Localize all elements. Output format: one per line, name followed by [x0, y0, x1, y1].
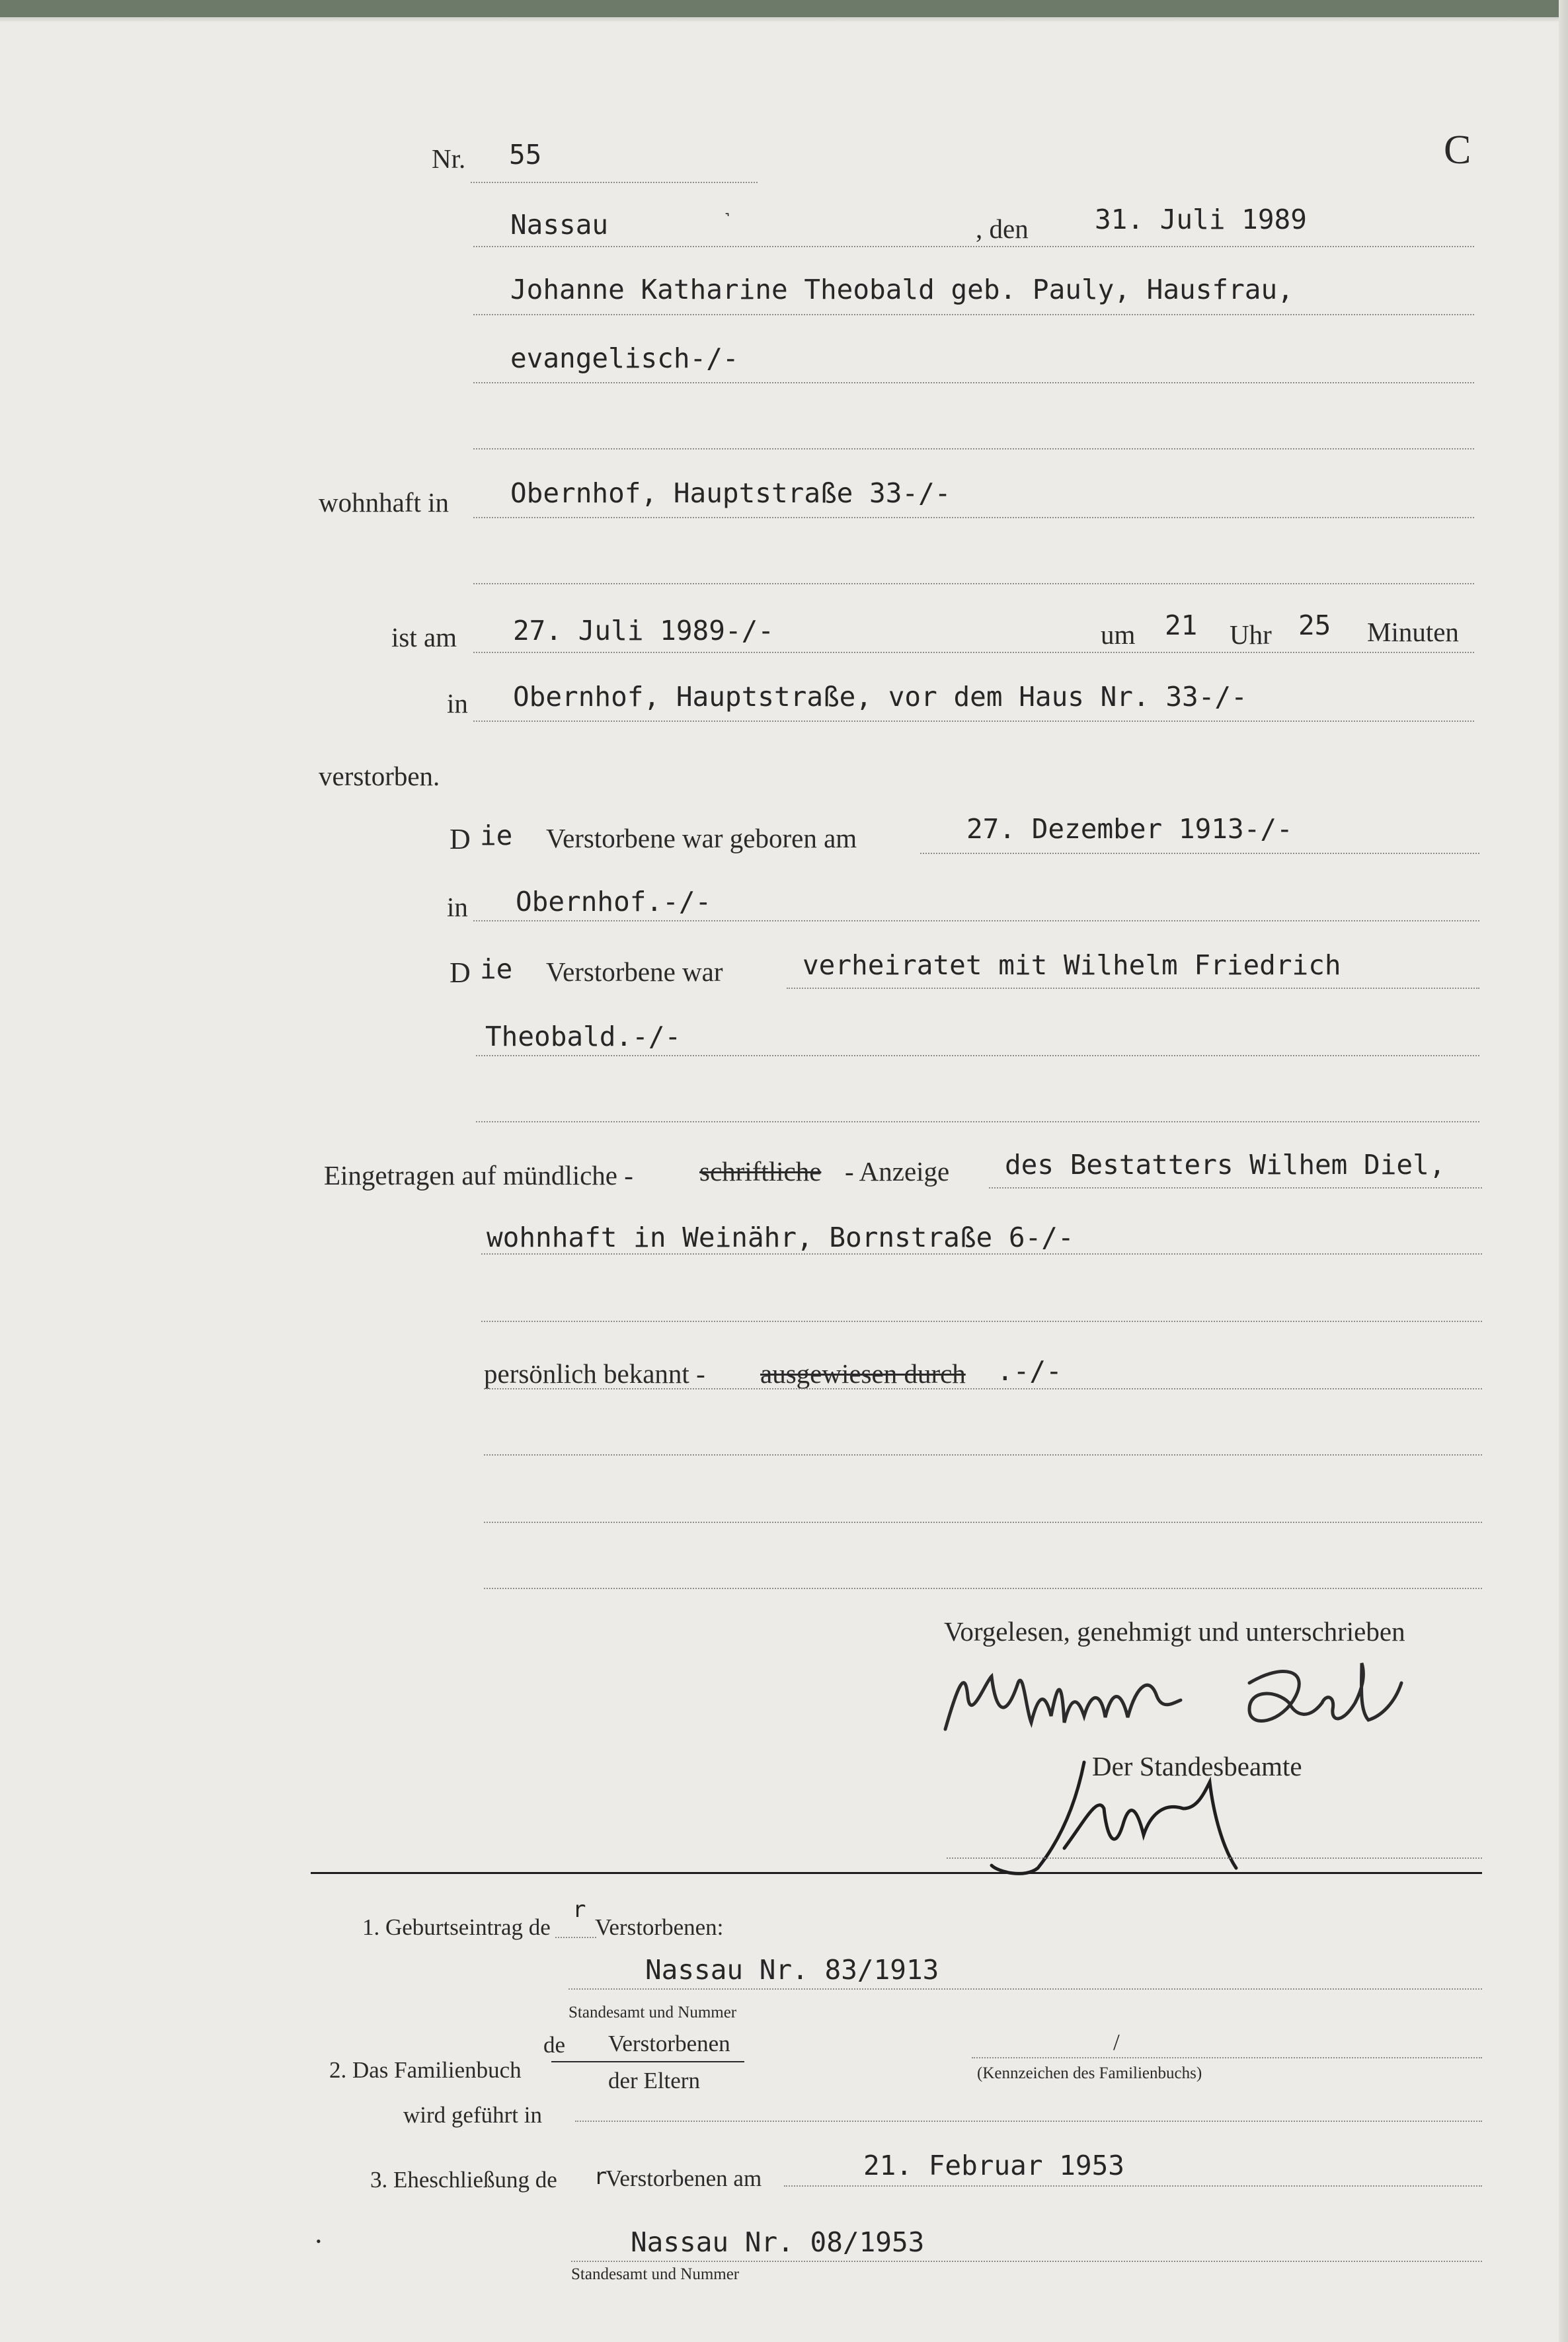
rule-18 — [484, 1522, 1482, 1523]
deceased-name-line: Johanne Katharine Theobald geb. Pauly, Hausfrau, — [510, 274, 1294, 305]
marriage-entry-date: 21. Februar 1953 — [863, 2150, 1124, 2181]
place-date-line — [473, 246, 1474, 247]
rule-22 — [972, 2057, 1482, 2058]
death-hour: 21 — [1165, 609, 1198, 641]
marriage-ie: ie — [480, 953, 513, 985]
rule-3 — [473, 448, 1474, 449]
registration-label: Eingetragen auf mündliche - — [324, 1160, 633, 1191]
section-divider — [311, 1872, 1482, 1874]
stray-mark: ˺ — [724, 209, 730, 231]
rule-24 — [784, 2185, 1482, 2187]
deceased-religion: evangelisch-/- — [510, 342, 739, 374]
entry-number: 55 — [509, 139, 542, 171]
rule-7 — [473, 721, 1474, 722]
identity-label: persönlich bekannt - — [484, 1358, 705, 1389]
page-edge — [1559, 0, 1568, 2342]
marriage-value-line1: verheiratet mit Wilhelm Friedrich — [803, 949, 1341, 981]
death-place-label: in — [447, 688, 468, 719]
stray-mark-2: • — [316, 2233, 321, 2249]
birth-entry-superscript: r — [572, 1896, 586, 1923]
marriage-label: Verstorbene war — [546, 956, 723, 987]
rule-10 — [787, 988, 1479, 989]
birth-place: Obernhof.-/- — [516, 886, 712, 917]
rule-8 — [920, 853, 1479, 854]
rule-6 — [473, 652, 1474, 653]
identity-struck-option: ausgewiesen durch — [760, 1358, 966, 1389]
top-binding-strip — [0, 0, 1568, 17]
rule-19 — [484, 1588, 1482, 1589]
birth-entry-caption: Standesamt und Nummer — [568, 2004, 737, 2021]
birth-entry-label: 1. Geburtseintrag de — [362, 1914, 551, 1940]
marriage-entry-label: 3. Eheschließung de — [370, 2167, 557, 2193]
register-place: Nassau — [510, 209, 609, 241]
rule-5 — [473, 583, 1474, 584]
den-label: , den — [976, 214, 1029, 244]
death-place: Obernhof, Hauptstraße, vor dem Haus Nr. 33-/- — [513, 681, 1247, 713]
time-minuten-label: Minuten — [1367, 617, 1459, 647]
rule-15 — [481, 1321, 1482, 1322]
rule-4 — [473, 517, 1474, 518]
marriage-entry-r: r — [594, 2164, 608, 2190]
rule-21 — [568, 1988, 1482, 1990]
birth-date: 27. Dezember 1913-/- — [966, 813, 1293, 845]
death-date: 27. Juli 1989-/- — [513, 615, 774, 646]
registration-value-line2: wohnhaft in Weinähr, Bornstraße 6-/- — [487, 1222, 1074, 1253]
rule-14 — [481, 1253, 1482, 1255]
marriage-d-label: D — [450, 956, 471, 989]
registration-struck-option: schriftliche — [699, 1156, 822, 1187]
family-book-option-deceased: Verstorbenen — [608, 2031, 730, 2056]
time-um-label: um — [1101, 619, 1136, 650]
registrar-label: Der Standesbeamte — [1092, 1751, 1302, 1781]
birth-entry-value: Nassau Nr. 83/1913 — [645, 1954, 939, 1986]
marriage-value-line2: Theobald.-/- — [485, 1021, 682, 1052]
signature-line — [947, 1857, 1482, 1859]
birth-entry-suffix: Verstorbenen: — [595, 1914, 724, 1940]
rule-17 — [484, 1454, 1482, 1456]
family-book-fraction-line — [551, 2061, 744, 2062]
marriage-entry-mid: Verstorbenen am — [606, 2166, 762, 2191]
registration-anzeige: - Anzeige — [845, 1156, 950, 1187]
marriage-entry-caption: Standesamt und Nummer — [571, 2265, 740, 2283]
verstorben-label: verstorben. — [319, 761, 440, 791]
rule-20 — [555, 1937, 596, 1938]
rule-23 — [575, 2121, 1482, 2122]
family-book-de: de — [543, 2032, 566, 2058]
identity-suffix: .-/- — [997, 1355, 1062, 1387]
residence-label: wohnhaft in — [319, 487, 449, 518]
rule-1 — [473, 314, 1474, 315]
informant-signature — [939, 1657, 1428, 1742]
family-book-caption: (Kennzeichen des Familienbuchs) — [977, 2064, 1202, 2082]
read-approved-label: Vorgelesen, genehmigt und unterschrieben — [944, 1616, 1405, 1647]
birth-d-label: D — [450, 823, 471, 855]
rule-16 — [484, 1388, 1482, 1389]
family-book-option-parents: der Eltern — [608, 2068, 700, 2093]
register-date: 31. Juli 1989 — [1095, 204, 1307, 235]
family-book-label: 2. Das Familienbuch — [329, 2057, 522, 2083]
birth-ie: ie — [480, 820, 513, 851]
family-book-kept-label: wird geführt in — [403, 2102, 542, 2128]
rule-13 — [989, 1187, 1482, 1189]
family-book-slash: / — [1113, 2029, 1120, 2055]
nr-label: Nr. — [432, 143, 466, 174]
marriage-entry-registry: Nassau Nr. 08/1953 — [631, 2226, 925, 2258]
rule-2 — [473, 382, 1474, 383]
rule-12 — [476, 1121, 1479, 1122]
registration-value-line1: des Bestatters Wilhem Diel, — [1005, 1149, 1446, 1181]
residence-value: Obernhof, Hauptstraße 33-/- — [510, 477, 951, 509]
time-uhr-label: Uhr — [1230, 619, 1272, 650]
death-date-label: ist am — [391, 622, 457, 652]
birth-label: Verstorbene war geboren am — [546, 823, 857, 853]
rule-11 — [476, 1055, 1479, 1056]
registrar-signature — [985, 1756, 1263, 1881]
rule-9 — [473, 920, 1479, 921]
corner-letter: C — [1444, 128, 1471, 173]
birth-place-label: in — [447, 892, 468, 922]
rule-25 — [571, 2261, 1482, 2262]
entry-number-line — [471, 182, 758, 183]
death-minutes: 25 — [1298, 609, 1331, 641]
